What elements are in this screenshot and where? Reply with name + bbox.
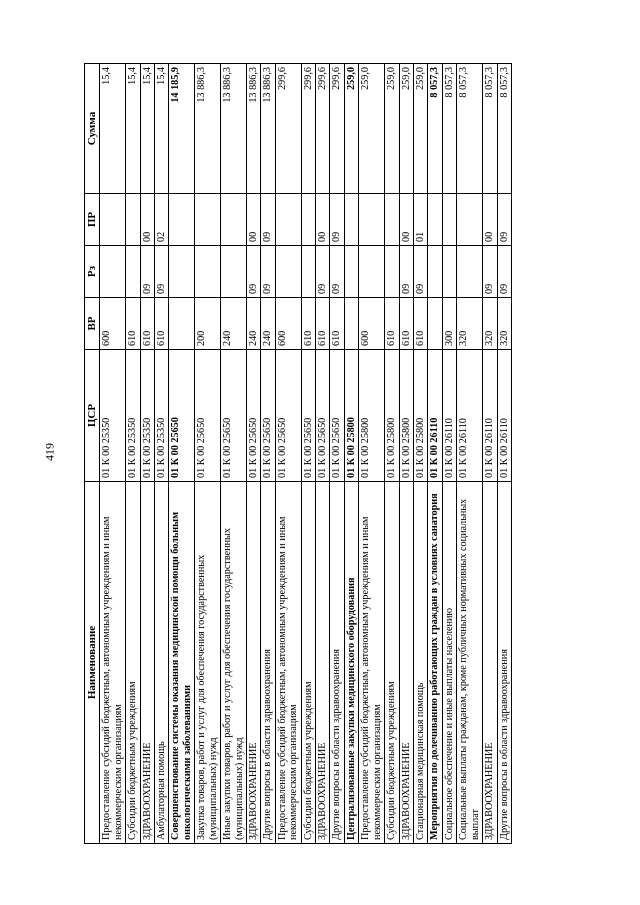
cell-sum: 8 057,3 (457, 64, 483, 194)
table-row (442, 64, 456, 844)
cell-csr: 01 К 00 25800 (344, 350, 358, 482)
cell-sum: 299,6 (330, 64, 344, 194)
cell-vr: 610 (155, 298, 169, 350)
header-sum: Сумма (85, 64, 100, 194)
cell-vr: 600 (359, 298, 385, 350)
cell-sum: 259,0 (359, 64, 385, 194)
cell-rz (442, 246, 456, 298)
table-row (316, 64, 330, 844)
cell-csr: 01 К 00 25650 (301, 350, 315, 482)
table-row (169, 64, 195, 844)
cell-sum: 8 057,3 (428, 64, 442, 194)
cell-pr (428, 194, 442, 246)
table-row (301, 64, 315, 844)
cell-vr: 600 (100, 298, 126, 350)
cell-csr: 01 К 00 26110 (457, 350, 483, 482)
cell-sum: 8 057,3 (497, 64, 511, 194)
cell-pr: 02 (155, 194, 169, 246)
cell-pr: 09 (497, 194, 511, 246)
cell-csr: 01 К 00 25650 (169, 350, 195, 482)
cell-name: Другие вопросы в области здравоохранения (261, 482, 275, 844)
cell-csr: 01 К 00 25650 (221, 350, 247, 482)
cell-rz: 09 (155, 246, 169, 298)
cell-pr (275, 194, 301, 246)
cell-sum: 13 886,3 (221, 64, 247, 194)
cell-name: ЗДРАВООХРАНЕНИЕ (140, 482, 154, 844)
header-pr: ПР (85, 194, 100, 246)
table-row (344, 64, 358, 844)
cell-name: Амбулаторная помощь (155, 482, 169, 844)
cell-name: ЗДРАВООХРАНЕНИЕ (483, 482, 497, 844)
cell-csr: 01 К 00 26110 (442, 350, 456, 482)
cell-rz (100, 246, 126, 298)
cell-vr: 200 (195, 298, 221, 350)
cell-pr (195, 194, 221, 246)
cell-csr: 01 К 00 25650 (330, 350, 344, 482)
cell-rz (275, 246, 301, 298)
cell-name: Предоставление субсидий бюджетным, автономным учреждениям и иным некоммерческим организациям (275, 482, 301, 844)
cell-sum: 13 886,3 (195, 64, 221, 194)
cell-rz (457, 246, 483, 298)
cell-rz: 09 (414, 246, 428, 298)
cell-name: Предоставление субсидий бюджетным, автономным учреждениям и иным некоммерческим организациям (100, 482, 126, 844)
cell-csr: 01 К 00 25800 (359, 350, 385, 482)
budget-table (84, 63, 512, 844)
cell-rz: 09 (140, 246, 154, 298)
table-row (385, 64, 399, 844)
cell-rz (301, 246, 315, 298)
cell-rz: 09 (330, 246, 344, 298)
cell-sum: 259,0 (344, 64, 358, 194)
cell-pr (359, 194, 385, 246)
page-number: 419 (42, 443, 57, 461)
cell-name: Централизованные закупки медицинского оборудования (344, 482, 358, 844)
cell-csr: 01 К 00 25800 (385, 350, 399, 482)
cell-name: Закупка товаров, работ и услуг для обеспечения государственных (муниципальных) нужд (195, 482, 221, 844)
cell-name: Стационарная медицинская помощь (414, 482, 428, 844)
cell-rz: 09 (399, 246, 413, 298)
cell-csr: 01 К 00 25650 (261, 350, 275, 482)
cell-csr: 01 К 00 25350 (155, 350, 169, 482)
cell-pr (100, 194, 126, 246)
cell-name: Другие вопросы в области здравоохранения (497, 482, 511, 844)
cell-name: Субсидии бюджетным учреждениям (126, 482, 140, 844)
cell-csr: 01 К 00 26110 (428, 350, 442, 482)
cell-pr (169, 194, 195, 246)
cell-sum: 259,0 (399, 64, 413, 194)
cell-name: Мероприятия по долечиванию работающих граждан в условиях санатория (428, 482, 442, 844)
cell-rz (169, 246, 195, 298)
cell-sum: 13 886,3 (261, 64, 275, 194)
cell-pr (126, 194, 140, 246)
cell-name: Предоставление субсидий бюджетным, автономным учреждениям и иным некоммерческим организациям (359, 482, 385, 844)
cell-pr: 00 (246, 194, 260, 246)
cell-pr: 00 (316, 194, 330, 246)
cell-sum: 299,6 (301, 64, 315, 194)
cell-vr: 240 (261, 298, 275, 350)
cell-vr: 610 (330, 298, 344, 350)
cell-csr: 01 К 00 25800 (414, 350, 428, 482)
table-row (221, 64, 247, 844)
cell-sum: 8 057,3 (442, 64, 456, 194)
cell-vr: 240 (221, 298, 247, 350)
cell-rz: 09 (246, 246, 260, 298)
cell-csr: 01 К 00 25650 (195, 350, 221, 482)
cell-rz (385, 246, 399, 298)
cell-csr: 01 К 00 25350 (126, 350, 140, 482)
cell-name: Иные закупки товаров, работ и услуг для обеспечения государственных (муниципальных) нужд (221, 482, 247, 844)
cell-csr: 01 К 00 26110 (497, 350, 511, 482)
cell-vr: 320 (497, 298, 511, 350)
cell-vr: 300 (442, 298, 456, 350)
cell-pr: 09 (261, 194, 275, 246)
table-row (261, 64, 275, 844)
cell-pr (385, 194, 399, 246)
cell-rz: 09 (497, 246, 511, 298)
cell-vr: 610 (140, 298, 154, 350)
cell-csr: 01 К 00 25650 (246, 350, 260, 482)
header-rz: Рз (85, 246, 100, 298)
cell-sum: 15,4 (126, 64, 140, 194)
cell-pr: 09 (330, 194, 344, 246)
table-row (414, 64, 428, 844)
cell-vr: 610 (385, 298, 399, 350)
cell-csr: 01 К 00 25650 (316, 350, 330, 482)
cell-rz (126, 246, 140, 298)
cell-rz: 09 (483, 246, 497, 298)
cell-pr (221, 194, 247, 246)
cell-vr: 600 (275, 298, 301, 350)
cell-pr: 00 (399, 194, 413, 246)
header-row (85, 64, 100, 844)
table-row (359, 64, 385, 844)
cell-vr (169, 298, 195, 350)
cell-csr: 01 К 00 25650 (275, 350, 301, 482)
cell-pr: 00 (140, 194, 154, 246)
cell-rz (344, 246, 358, 298)
table-row (126, 64, 140, 844)
cell-sum: 299,6 (275, 64, 301, 194)
cell-vr (428, 298, 442, 350)
cell-vr (344, 298, 358, 350)
table-row (399, 64, 413, 844)
cell-rz (195, 246, 221, 298)
cell-name: ЗДРАВООХРАНЕНИЕ (246, 482, 260, 844)
table-row (155, 64, 169, 844)
table-row (497, 64, 511, 844)
cell-name: Совершенствование системы оказания медицинской помощи больным онкологическими заболеваниями (169, 482, 195, 844)
table-row (140, 64, 154, 844)
cell-sum: 299,6 (316, 64, 330, 194)
table-row (100, 64, 126, 844)
rotated-table-container (84, 64, 542, 844)
cell-name: Субсидии бюджетным учреждениям (301, 482, 315, 844)
table-body (100, 64, 512, 844)
table-row (428, 64, 442, 844)
cell-name: ЗДРАВООХРАНЕНИЕ (399, 482, 413, 844)
cell-vr: 610 (399, 298, 413, 350)
cell-csr: 01 К 00 25350 (100, 350, 126, 482)
cell-name: Социальные выплаты гражданам, кроме публичных нормативных социальных выплат (457, 482, 483, 844)
cell-vr: 320 (483, 298, 497, 350)
header-csr: ЦСР (85, 350, 100, 482)
cell-sum: 259,0 (414, 64, 428, 194)
header-name: Наименование (85, 482, 100, 844)
cell-pr (442, 194, 456, 246)
cell-name: Другие вопросы в области здравоохранения (330, 482, 344, 844)
table-row (246, 64, 260, 844)
cell-vr: 320 (457, 298, 483, 350)
cell-rz (221, 246, 247, 298)
cell-pr (344, 194, 358, 246)
cell-sum: 15,4 (155, 64, 169, 194)
cell-name: Субсидии бюджетным учреждениям (385, 482, 399, 844)
cell-csr: 01 К 00 25800 (399, 350, 413, 482)
table-row (195, 64, 221, 844)
cell-pr: 01 (414, 194, 428, 246)
cell-sum: 15,4 (140, 64, 154, 194)
header-vr: ВР (85, 298, 100, 350)
table-row (457, 64, 483, 844)
cell-name: ЗДРАВООХРАНЕНИЕ (316, 482, 330, 844)
cell-sum: 15,4 (100, 64, 126, 194)
cell-pr (301, 194, 315, 246)
cell-rz: 09 (316, 246, 330, 298)
cell-rz (359, 246, 385, 298)
cell-sum: 13 886,3 (246, 64, 260, 194)
table-row (275, 64, 301, 844)
cell-sum: 259,0 (385, 64, 399, 194)
cell-vr: 610 (316, 298, 330, 350)
cell-vr: 610 (301, 298, 315, 350)
cell-pr: 00 (483, 194, 497, 246)
cell-rz (428, 246, 442, 298)
table-row (330, 64, 344, 844)
cell-rz: 09 (261, 246, 275, 298)
cell-sum: 14 185,9 (169, 64, 195, 194)
cell-sum: 8 057,3 (483, 64, 497, 194)
cell-csr: 01 К 00 25350 (140, 350, 154, 482)
table-row (483, 64, 497, 844)
cell-vr: 610 (414, 298, 428, 350)
cell-csr: 01 К 00 26110 (483, 350, 497, 482)
cell-pr (457, 194, 483, 246)
cell-vr: 610 (126, 298, 140, 350)
cell-name: Социальное обеспечение и иные выплаты населению (442, 482, 456, 844)
cell-vr: 240 (246, 298, 260, 350)
